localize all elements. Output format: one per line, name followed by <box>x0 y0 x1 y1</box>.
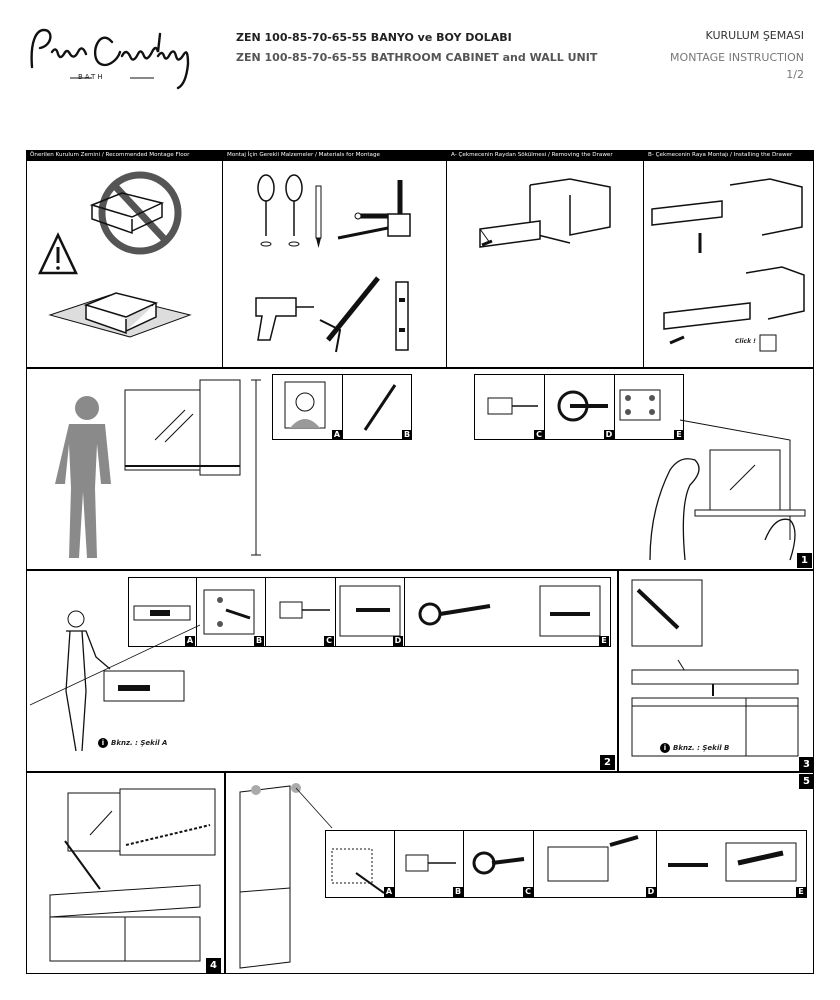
pierre-cardin-logo <box>22 22 222 92</box>
letter-c: C <box>324 636 334 646</box>
letter-b: B <box>403 430 411 439</box>
tall-unit-illustration <box>236 782 316 968</box>
letter-e: E <box>674 430 684 440</box>
step-2-details-illustration <box>130 580 610 644</box>
letter-c: C <box>523 887 533 897</box>
info-icon: i <box>98 738 108 748</box>
step-number-4: 4 <box>206 958 221 973</box>
two-people-hanging-cabinet-illustration <box>640 420 800 565</box>
wall-cabinet-height-illustration <box>55 380 275 565</box>
screwdriver-icon <box>286 175 302 246</box>
person-figure <box>55 396 111 558</box>
letter-a: A <box>186 636 194 645</box>
sink-cabinet-install-illustration <box>40 785 220 965</box>
step-number-5: 5 <box>799 774 814 789</box>
letter-c: C <box>534 430 544 440</box>
product-title-tr: ZEN 100-85-70-65-55 BANYO ve BOY DOLABI <box>236 31 512 44</box>
screwdriver-icon <box>258 175 274 246</box>
letter-b: B <box>255 636 263 645</box>
doc-title-tr: KURULUM ŞEMASI <box>705 29 804 42</box>
panel-installing-header: B- Çekmecenin Raya Montajı / Installing the Drawer <box>644 150 814 161</box>
divider <box>643 150 644 368</box>
step-number-2: 2 <box>600 755 615 770</box>
letter-e: E <box>796 887 806 897</box>
doc-title-en: MONTAGE INSTRUCTION <box>670 51 804 64</box>
hand-icon <box>760 335 776 351</box>
divider <box>222 150 223 368</box>
divider <box>446 150 447 368</box>
drill-icon <box>256 298 314 340</box>
silicone-application-illustration <box>628 580 808 760</box>
letter-d: D <box>647 887 655 896</box>
mark-height-illustration <box>280 380 410 436</box>
brand-subtitle: BATH <box>78 73 105 81</box>
letter-d: D <box>605 430 613 439</box>
step-number-1: 1 <box>797 553 812 568</box>
panel-materials-header: Montaj İçin Gerekli Malzemeler / Materials for Montage <box>223 150 446 161</box>
panel-floor-header: Önerilen Kurulum Zemini / Recommended Montage Floor <box>26 150 223 161</box>
warning-icon <box>40 235 76 273</box>
step-number-3: 3 <box>799 757 814 772</box>
letter-a: A <box>385 887 393 896</box>
panel-removing-header: A- Çekmecenin Raydan Sökülmesi / Removing the Drawer <box>447 150 643 161</box>
letter-a: A <box>333 430 341 439</box>
letter-e: E <box>599 636 609 646</box>
materials-illustration <box>228 170 443 360</box>
pencil-icon <box>316 186 321 248</box>
installing-drawer-illustration <box>650 175 810 355</box>
letter-b: B <box>454 887 462 896</box>
prohibited-icon <box>92 175 178 251</box>
click-label: Click ! <box>735 338 756 345</box>
letter-d: D <box>394 636 402 645</box>
silicone-gun-icon <box>320 278 378 352</box>
page-number: 1/2 <box>786 68 804 81</box>
tall-unit-details-illustration <box>328 833 806 895</box>
product-title-en: ZEN 100-85-70-65-55 BATHROOM CABINET and WALL UNIT <box>236 51 598 64</box>
spirit-level-icon <box>396 282 408 350</box>
allen-key-icon <box>355 180 400 219</box>
info-icon: i <box>660 743 670 753</box>
removing-drawer-illustration <box>470 175 630 275</box>
floor-illustration <box>30 165 220 360</box>
see-figure-a-note: i Bknz. : Şekil A <box>98 738 167 748</box>
see-figure-b-note: i Bknz. : Şekil B <box>660 743 729 753</box>
